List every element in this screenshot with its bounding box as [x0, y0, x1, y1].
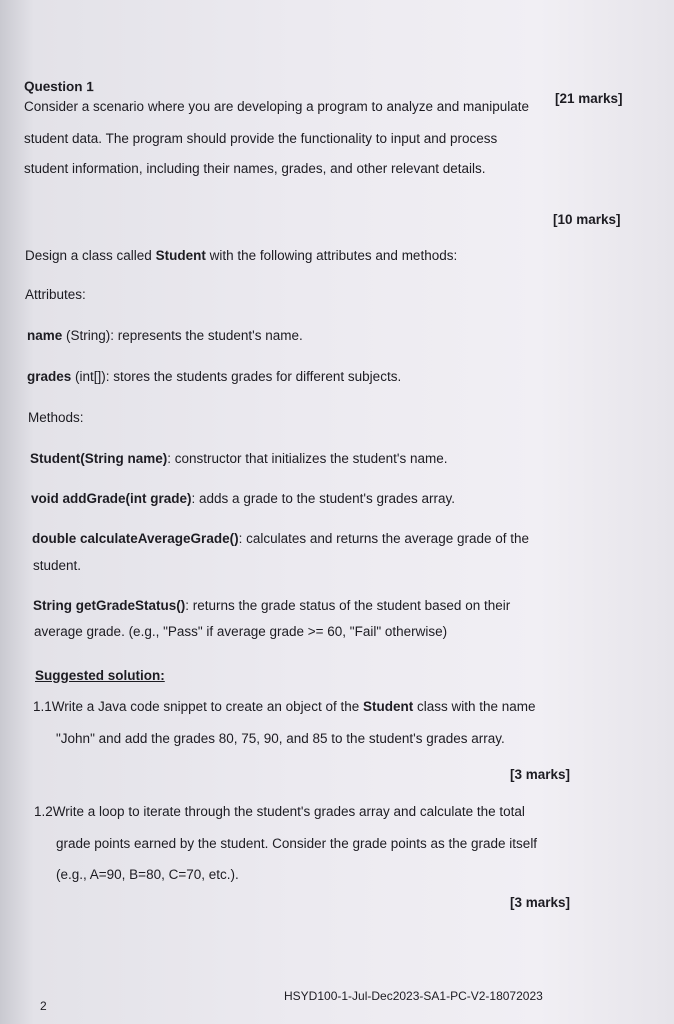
method-desc: : returns the grade status of the student based on their: [185, 598, 511, 613]
attribute-desc: (int[]): stores the students grades for different subjects.: [71, 369, 402, 384]
method-sig: Student(String name): [30, 451, 168, 466]
q12-number: 1.2: [34, 804, 53, 819]
method-desc: : constructor that initializes the student's name.: [167, 451, 448, 466]
attribute-grades: [27, 368, 401, 386]
method-sig: String getGradeStatus(): [33, 598, 186, 613]
attribute-sig: name: [27, 328, 63, 343]
page-number: 2: [40, 999, 47, 1013]
q11-class-name: Student: [362, 699, 414, 714]
q11-line-2: "John" and add the grades 80, 75, 90, and 85 to the student's grades array.: [56, 731, 505, 746]
q12-text: Write a loop to iterate through the student's grades array and calculate the total: [52, 804, 525, 819]
design-prefix: Design a class called: [25, 248, 156, 263]
q11-marks: [3 marks]: [510, 767, 571, 782]
design-class-name: Student: [155, 248, 206, 263]
intro-line-3: student information, including their names, grades, and other relevant details.: [24, 161, 486, 176]
design-suffix: with the following attributes and methods:: [205, 248, 458, 263]
q12-line-3: (e.g., A=90, B=80, C=70, etc.).: [56, 867, 239, 882]
q11-suffix: class with the name: [413, 699, 536, 714]
attribute-name: [27, 327, 303, 345]
attribute-sig: grades: [27, 369, 72, 384]
q11-line-1: [33, 698, 536, 716]
method-grade-status: [33, 597, 510, 615]
document-code: HSYD100-1-Jul-Dec2023-SA1-PC-V2-18072023: [284, 989, 543, 1003]
intro-line-2: student data. The program should provide the functionality to input and process: [24, 131, 498, 146]
design-instruction: [25, 247, 457, 265]
method-sig: double calculateAverageGrade(): [32, 531, 239, 546]
attributes-heading: Attributes:: [25, 287, 86, 302]
method-grade-status-cont: average grade. (e.g., "Pass" if average grade >= 60, "Fail" otherwise): [34, 624, 448, 639]
q11-prefix: Write a Java code snippet to create an object of the: [51, 699, 363, 714]
method-calculate-average-cont: student.: [33, 558, 82, 573]
q11-number: 1.1: [33, 699, 52, 714]
q12-line-1: [34, 803, 525, 821]
method-constructor: [30, 450, 447, 468]
question-title: Question 1: [23, 78, 94, 95]
method-sig: void addGrade(int grade): [31, 491, 192, 506]
intro-line-1: Consider a scenario where you are developing a program to analyze and manipulate: [24, 99, 530, 114]
method-desc: : calculates and returns the average grade of the: [238, 531, 530, 546]
method-add-grade: [31, 490, 455, 508]
method-desc: : adds a grade to the student's grades array.: [191, 491, 456, 506]
design-marks: [10 marks]: [553, 212, 621, 227]
attribute-desc: (String): represents the student's name.: [62, 328, 303, 343]
question-total-marks: [21 marks]: [555, 91, 623, 106]
suggested-solution-heading: Suggested solution:: [35, 668, 165, 683]
methods-heading: Methods:: [28, 410, 84, 425]
q12-marks: [3 marks]: [510, 895, 571, 910]
q12-line-2: grade points earned by the student. Consider the grade points as the grade itself: [56, 836, 538, 851]
method-calculate-average: [32, 530, 529, 548]
